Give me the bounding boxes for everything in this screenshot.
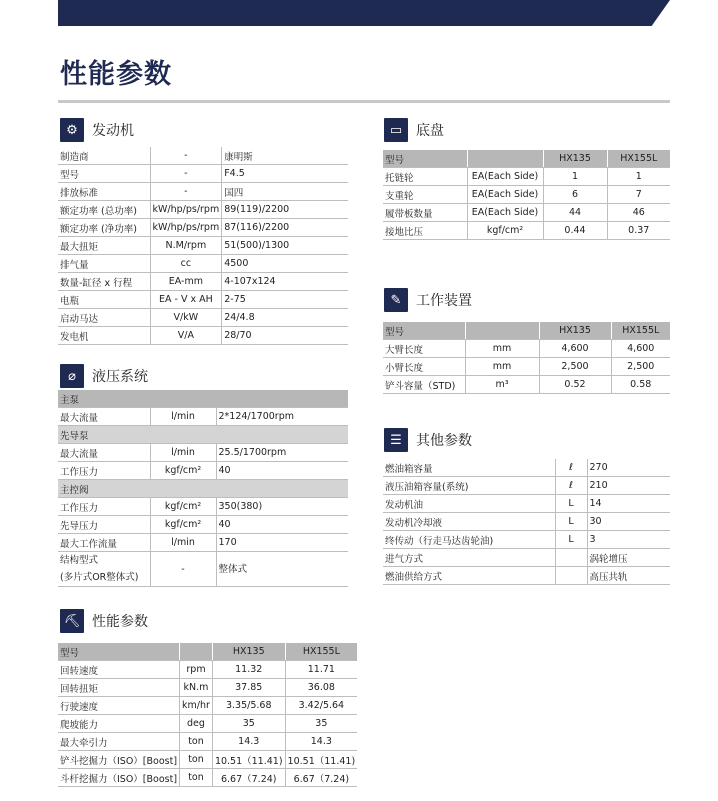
- row-label: 履带板数量: [383, 204, 467, 222]
- row-value-a: 3.35/5.68: [212, 697, 285, 715]
- row-value-b: 10.51（11.41): [285, 751, 357, 769]
- other-table: [383, 459, 670, 585]
- row-value-a: 4,600: [539, 340, 611, 358]
- row-unit: ton: [180, 751, 213, 769]
- table-row: [58, 462, 348, 480]
- row-value: 4-107x124: [222, 273, 348, 291]
- column-header: HX135: [212, 643, 285, 661]
- table-row: [383, 168, 670, 186]
- row-value-a: 35: [212, 715, 285, 733]
- row-unit: l/min: [150, 534, 216, 552]
- page-title: 性能参数: [60, 59, 172, 90]
- row-unit: kgf/cm²: [150, 516, 216, 534]
- table-row: [58, 534, 348, 552]
- pilot-pump-header: 先导泵: [58, 426, 348, 444]
- row-value: 2*124/1700rpm: [216, 408, 348, 426]
- row-value-b: 3.42/5.64: [285, 697, 357, 715]
- row-label: 大臂长度: [383, 340, 465, 358]
- row-label: 最大工作流量: [58, 534, 150, 552]
- column-header: 型号: [383, 322, 465, 340]
- row-label: 液压油箱容量(系统): [383, 477, 555, 495]
- row-label: 托链轮: [383, 168, 467, 186]
- row-value-b: 7: [607, 186, 670, 204]
- row-value: 210: [587, 477, 670, 495]
- row-label: 启动马达: [58, 309, 150, 327]
- row-unit: N.M/rpm: [150, 237, 222, 255]
- work-device-table: [383, 322, 670, 394]
- title-divider: [58, 100, 670, 103]
- row-value: 4500: [222, 255, 348, 273]
- control-valve-header: 主控阀: [58, 480, 348, 498]
- table-row: [58, 697, 357, 715]
- engine-section-heading: [60, 118, 134, 142]
- column-header: HX155L: [285, 643, 357, 661]
- row-label: 接地比压: [383, 222, 467, 240]
- main-pump-header: 主泵: [58, 390, 348, 408]
- row-value: 350(380): [216, 498, 348, 516]
- row-value-b: 4,600: [611, 340, 670, 358]
- engine-icon: ⚙: [60, 118, 84, 142]
- table-row: [383, 495, 670, 513]
- table-header-row: [58, 643, 357, 661]
- row-label: 额定功率 (净功率): [58, 219, 150, 237]
- row-unit: -: [150, 165, 222, 183]
- row-unit: EA(Each Side): [467, 186, 543, 204]
- table-row: [383, 204, 670, 222]
- row-value: 高压共轨: [587, 567, 670, 585]
- other-params-icon: ☰: [384, 428, 408, 452]
- table-row: [58, 444, 348, 462]
- row-value-b: 1: [607, 168, 670, 186]
- row-value: 3: [587, 531, 670, 549]
- row-unit: EA(Each Side): [467, 204, 543, 222]
- row-value: 89(119)/2200: [222, 201, 348, 219]
- row-unit: ℓ: [555, 477, 587, 495]
- row-unit: kW/hp/ps/rpm: [150, 219, 222, 237]
- row-unit: kN.m: [180, 679, 213, 697]
- table-row: [58, 679, 357, 697]
- table-row: [58, 291, 348, 309]
- table-row: [383, 376, 670, 394]
- table-row: [58, 661, 357, 679]
- row-unit: mm: [465, 340, 539, 358]
- work-device-section-heading: [384, 288, 472, 312]
- table-row: [58, 715, 357, 733]
- table-row: [58, 165, 348, 183]
- row-unit: ℓ: [555, 459, 587, 477]
- column-header: HX135: [543, 150, 607, 168]
- row-value-a: 14.3: [212, 733, 285, 751]
- table-row: [58, 309, 348, 327]
- row-label: 电瓶: [58, 291, 150, 309]
- row-value-a: 11.32: [212, 661, 285, 679]
- row-label: 铲斗容量（STD): [383, 376, 465, 394]
- row-value: 30: [587, 513, 670, 531]
- table-row: [58, 552, 348, 587]
- row-value-a: 37.85: [212, 679, 285, 697]
- row-value: 170: [216, 534, 348, 552]
- row-unit: deg: [180, 715, 213, 733]
- row-value: 2-75: [222, 291, 348, 309]
- table-row: [383, 222, 670, 240]
- row-label: 支重轮: [383, 186, 467, 204]
- table-header-row: [383, 322, 670, 340]
- table-row: [58, 147, 348, 165]
- table-row: [383, 186, 670, 204]
- row-unit: [555, 549, 587, 567]
- table-row: [383, 459, 670, 477]
- row-label: 小臂长度: [383, 358, 465, 376]
- row-unit: m³: [465, 376, 539, 394]
- row-unit: km/hr: [180, 697, 213, 715]
- row-label: 燃油供给方式: [383, 567, 555, 585]
- row-value-b: 11.71: [285, 661, 357, 679]
- table-row: [58, 327, 348, 345]
- row-value: 14: [587, 495, 670, 513]
- row-label: 行驶速度: [58, 697, 180, 715]
- row-value-b: 0.58: [611, 376, 670, 394]
- row-label: 制造商: [58, 147, 150, 165]
- row-value: 270: [587, 459, 670, 477]
- row-unit: ton: [180, 733, 213, 751]
- performance-icon: ⛏: [60, 609, 84, 633]
- row-label: 回转速度: [58, 661, 180, 679]
- row-unit: rpm: [180, 661, 213, 679]
- row-label: 发动机油: [383, 495, 555, 513]
- table-row: [58, 769, 357, 787]
- row-value-a: 0.44: [543, 222, 607, 240]
- column-header: 型号: [383, 150, 467, 168]
- row-value-b: 2,500: [611, 358, 670, 376]
- work-device-title: 工作装置: [416, 293, 472, 309]
- row-unit: mm: [465, 358, 539, 376]
- other-section-heading: [384, 428, 472, 452]
- row-unit: kgf/cm²: [150, 462, 216, 480]
- structure-label: 结构型式 (多片式OR整体式): [58, 552, 150, 587]
- row-unit: ton: [180, 769, 213, 787]
- row-value: 24/4.8: [222, 309, 348, 327]
- performance-table: [58, 643, 357, 787]
- row-label: 最大流量: [58, 444, 150, 462]
- structure-unit: -: [150, 552, 216, 587]
- table-row: [58, 516, 348, 534]
- row-label: 工作压力: [58, 462, 150, 480]
- row-label: 发电机: [58, 327, 150, 345]
- row-value: 40: [216, 516, 348, 534]
- hydraulic-section-heading: [60, 364, 148, 388]
- table-row: [383, 567, 670, 585]
- row-value: 25.5/1700rpm: [216, 444, 348, 462]
- table-row: [58, 751, 357, 769]
- row-unit: V/kW: [150, 309, 222, 327]
- hydraulic-title: 液压系统: [92, 369, 148, 385]
- row-label: 排气量: [58, 255, 150, 273]
- table-row: [58, 201, 348, 219]
- row-label: 先导压力: [58, 516, 150, 534]
- table-row: [383, 358, 670, 376]
- row-unit: kgf/cm²: [150, 498, 216, 516]
- header-banner: [58, 0, 670, 26]
- chassis-title: 底盘: [416, 123, 444, 139]
- row-value: 51(500)/1300: [222, 237, 348, 255]
- row-label: 型号: [58, 165, 150, 183]
- row-label: 最大扭矩: [58, 237, 150, 255]
- row-value: 87(116)/2200: [222, 219, 348, 237]
- row-label: 发动机冷却液: [383, 513, 555, 531]
- row-value: 国四: [222, 183, 348, 201]
- performance-title: 性能参数: [92, 614, 148, 630]
- row-unit: L: [555, 495, 587, 513]
- row-label: 回转扭矩: [58, 679, 180, 697]
- row-label: 燃油箱容量: [383, 459, 555, 477]
- row-label: 铲斗挖掘力（ISO）[Boost]: [58, 751, 180, 769]
- row-unit: EA(Each Side): [467, 168, 543, 186]
- row-unit: L: [555, 531, 587, 549]
- row-unit: EA - V x AH: [150, 291, 222, 309]
- table-row: [58, 408, 348, 426]
- row-value: 涡轮增压: [587, 549, 670, 567]
- table-row: [383, 549, 670, 567]
- row-value-b: 6.67（7.24): [285, 769, 357, 787]
- row-label: 工作压力: [58, 498, 150, 516]
- table-row: [58, 498, 348, 516]
- column-header: 型号: [58, 643, 180, 661]
- row-unit: kW/hp/ps/rpm: [150, 201, 222, 219]
- row-value-a: 1: [543, 168, 607, 186]
- row-unit: kgf/cm²: [467, 222, 543, 240]
- chassis-table: [383, 150, 670, 240]
- row-unit: V/A: [150, 327, 222, 345]
- row-unit: EA-mm: [150, 273, 222, 291]
- table-header-row: [383, 150, 670, 168]
- table-row: [58, 733, 357, 751]
- row-value: 康明斯: [222, 147, 348, 165]
- row-unit: l/min: [150, 408, 216, 426]
- row-unit: [555, 567, 587, 585]
- chassis-section-heading: [384, 118, 444, 142]
- row-value-b: 46: [607, 204, 670, 222]
- row-label: 数量-缸径 x 行程: [58, 273, 150, 291]
- row-unit: -: [150, 183, 222, 201]
- work-device-icon: ✎: [384, 288, 408, 312]
- column-header: HX155L: [611, 322, 670, 340]
- row-label: 终传动（行走马达齿轮油): [383, 531, 555, 549]
- table-row: [383, 477, 670, 495]
- row-unit: L: [555, 513, 587, 531]
- column-header: HX135: [539, 322, 611, 340]
- table-row: [383, 531, 670, 549]
- row-value-b: 14.3: [285, 733, 357, 751]
- structure-value: 整体式: [216, 552, 348, 587]
- row-value-a: 0.52: [539, 376, 611, 394]
- performance-section-heading: [60, 609, 148, 633]
- column-header: HX155L: [607, 150, 670, 168]
- row-label: 爬坡能力: [58, 715, 180, 733]
- row-value-a: 6.67（7.24): [212, 769, 285, 787]
- chassis-icon: ▭: [384, 118, 408, 142]
- row-label: 最大牵引力: [58, 733, 180, 751]
- row-unit: -: [150, 147, 222, 165]
- table-row: [383, 340, 670, 358]
- row-value: F4.5: [222, 165, 348, 183]
- hydraulic-table: [58, 390, 348, 587]
- other-title: 其他参数: [416, 433, 472, 449]
- row-value: 28/70: [222, 327, 348, 345]
- row-label: 进气方式: [383, 549, 555, 567]
- row-label: 最大流量: [58, 408, 150, 426]
- engine-table: [58, 147, 348, 345]
- row-value-a: 10.51（11.41): [212, 751, 285, 769]
- row-label: 斗杆挖掘力（ISO）[Boost]: [58, 769, 180, 787]
- row-value-b: 35: [285, 715, 357, 733]
- row-value: 40: [216, 462, 348, 480]
- engine-title: 发动机: [92, 123, 134, 139]
- table-row: [58, 255, 348, 273]
- row-label: 额定功率 (总功率): [58, 201, 150, 219]
- row-unit: cc: [150, 255, 222, 273]
- table-row: [58, 237, 348, 255]
- hydraulic-icon: ⌀: [60, 364, 84, 388]
- table-row: [58, 273, 348, 291]
- row-value-b: 0.37: [607, 222, 670, 240]
- row-value-a: 44: [543, 204, 607, 222]
- row-value-a: 6: [543, 186, 607, 204]
- table-row: [58, 183, 348, 201]
- row-unit: l/min: [150, 444, 216, 462]
- table-row: [58, 219, 348, 237]
- row-value-a: 2,500: [539, 358, 611, 376]
- row-value-b: 36.08: [285, 679, 357, 697]
- row-label: 排放标准: [58, 183, 150, 201]
- table-row: [383, 513, 670, 531]
